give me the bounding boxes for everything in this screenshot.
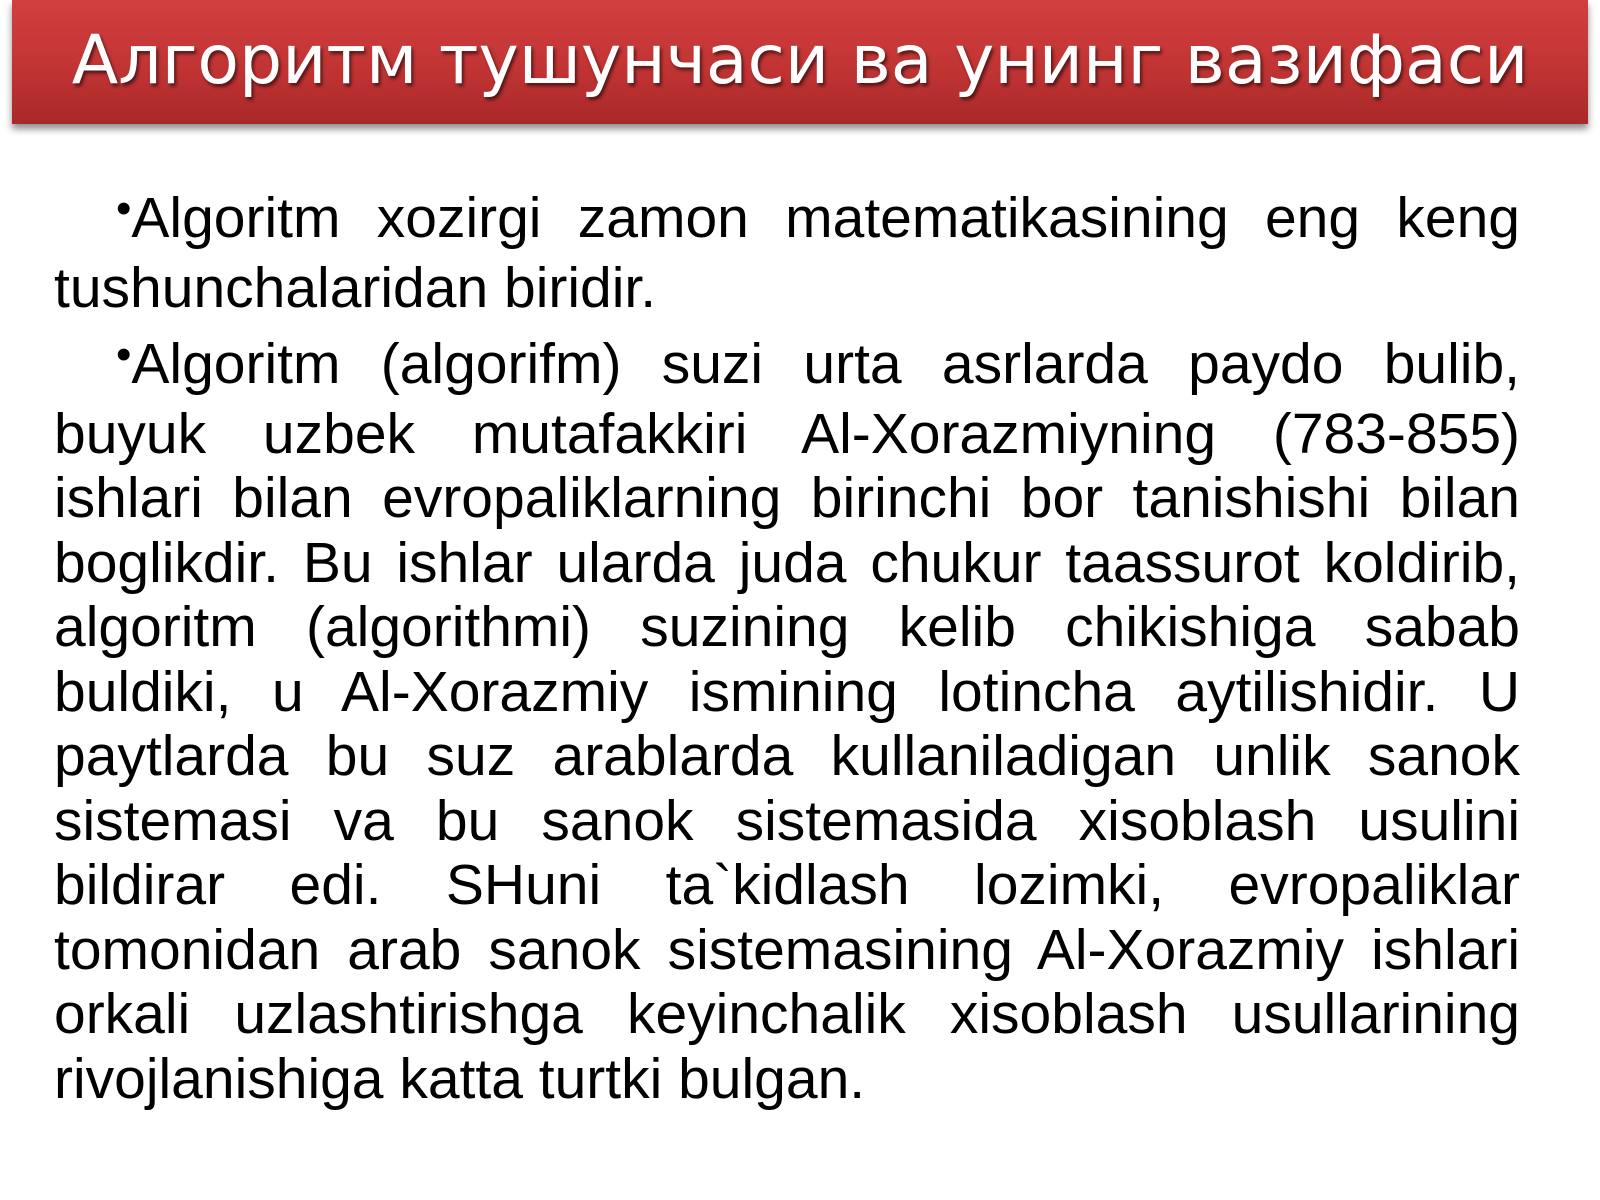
bullet-text: Algoritm (algorifm) suzi urta asrlarda paydo bulib, buyuk uzbek mutafakkiri Al-Xorazmiyning (783-855) ishlari bilan evropaliklarning birinchi bor tanishishi bilan boglikdir. Bu ishlar ularda juda chukur taassurot koldirib, algoritm (algorithmi) suzining kelib chikishiga sabab buldiki, u Al-Xorazmiy ismining lotincha aytilishidir. U paytlarda bu suz arablarda kullaniladigan unlik sanok sistemasi va bu sanok sistemasida xisoblash usulini bildirar edi. SHuni ta`kidlash lozimki, evropaliklar tomonidan arab sanok sistemasining Al-Xorazmiy ishlari orkali uzlashtirishga keyinchalik xisoblash usullarining rivojlanishiga katta turtki bulgan. xyxy=(54,332,1520,1111)
bullet-paragraph-2 xyxy=(54,332,1520,1111)
slide-title-banner xyxy=(12,0,1588,124)
bullet-marker: • xyxy=(116,184,132,233)
bullet-paragraph-1 xyxy=(54,186,1520,320)
bullet-marker: • xyxy=(116,330,132,379)
slide-body xyxy=(54,186,1520,1111)
bullet-text: Algoritm xozirgi zamon matematikasining eng keng tushunchalaridan biridir. xyxy=(54,186,1520,320)
slide-title: Алгоритм тушунчаси ва унинг вазифаси xyxy=(71,20,1529,100)
